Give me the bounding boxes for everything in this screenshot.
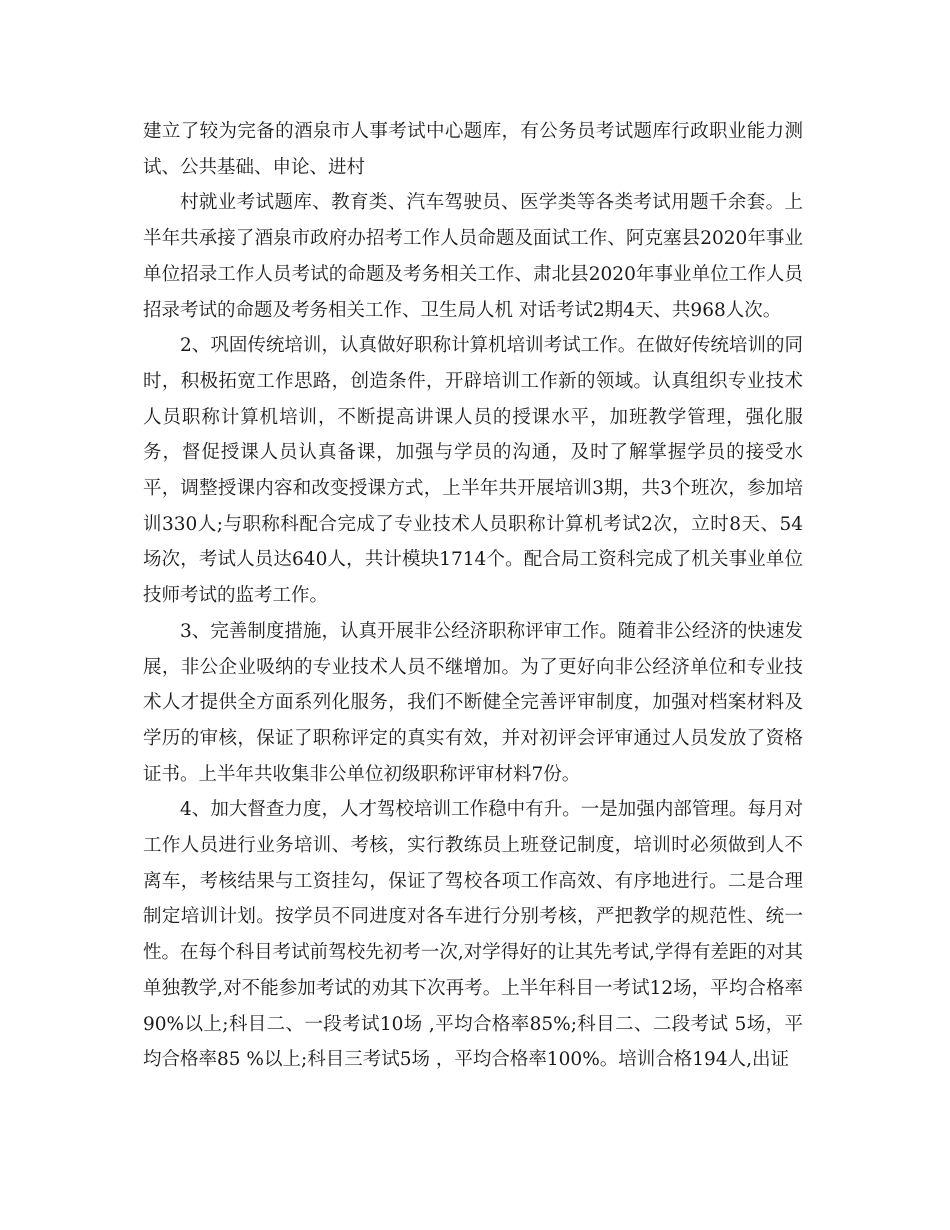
- document-body: [143, 114, 803, 1078]
- paragraph-title-review: 3、完善制度措施，认真开展非公经济职称评审工作。随着非公经济的快速发展，非公企业吸纳的专业技术人员不继增加。为了更好向非公经济单位和专业技术人才提供全方面系列化服务，我们不断健全完善评审制度，加强对档案材料及学历的审核，保证了职称评定的真实有效，并对初评会评审通过人员发放了资格证书。上半年共收集非公单位初级职称评审材料7份。: [143, 620, 803, 785]
- paragraph-question-bank: 建立了较为完备的酒泉市人事考试中心题库，有公务员考试题库行政职业能力测试、公共基础、申论、进村: [143, 121, 803, 178]
- paragraph-computer-training: 2、巩固传统培训，认真做好职称计算机培训考试工作。在做好传统培训的同时，积极拓宽工作思路，创造条件，开辟培训工作新的领域。认真组织专业技术人员职称计算机培训，不断提高讲课人员的授课水平，加班教学管理，强化服务，督促授课人员认真备课，加强与学员的沟通，及时了解掌握学员的接受水平，调整授课内容和改变授课方式，上半年共开展培训3期，共3个班次，参加培训330人;与职称科配合完成了专业技术人员职称计算机考试2次，立时8天、54场次，考试人员达640人，共计模块1714个。配合局工资科完成了机关事业单位技师考试的监考工作。: [143, 335, 803, 607]
- paragraph-driving-school: 4、加大督查力度，人才驾校培训工作稳中有升。一是加强内部管理。每月对工作人员进行业务培训、考核，实行教练员上班登记制度，培训时必须做到人不离车，考核结果与工资挂勾，保证了驾校各项工作高效、有序地进行。二是合理制定培训计划。按学员不同进度对各车进行分别考核，严把教学的规范性、统一性。在每个科目考试前驾校先初考一次,对学得好的让其先考试,学得有差距的对其单独教学,对不能参加考试的劝其下次再考。上半年科目一考试12场，平均合格率90%以上;科目二、一段考试10场 ,平均合格率85%;科目二、二段考试 5场，平均合格率85 %以上;科目三考试5场 ，平均合格率100%。培训合格194人,出证: [143, 799, 803, 1071]
- paragraph-exam-work: 村就业考试题库、教育类、汽车驾驶员、医学类等各类考试用题千余套。上半年共承接了酒泉市政府办招考工作人员命题及面试工作、阿克塞县2020年事业单位招录工作人员考试的命题及考务相关工作、肃北县2020年事业单位工作人员招录考试的命题及考务相关工作、卫生局人机 对话考试2期4天、共968人次。: [143, 192, 803, 321]
